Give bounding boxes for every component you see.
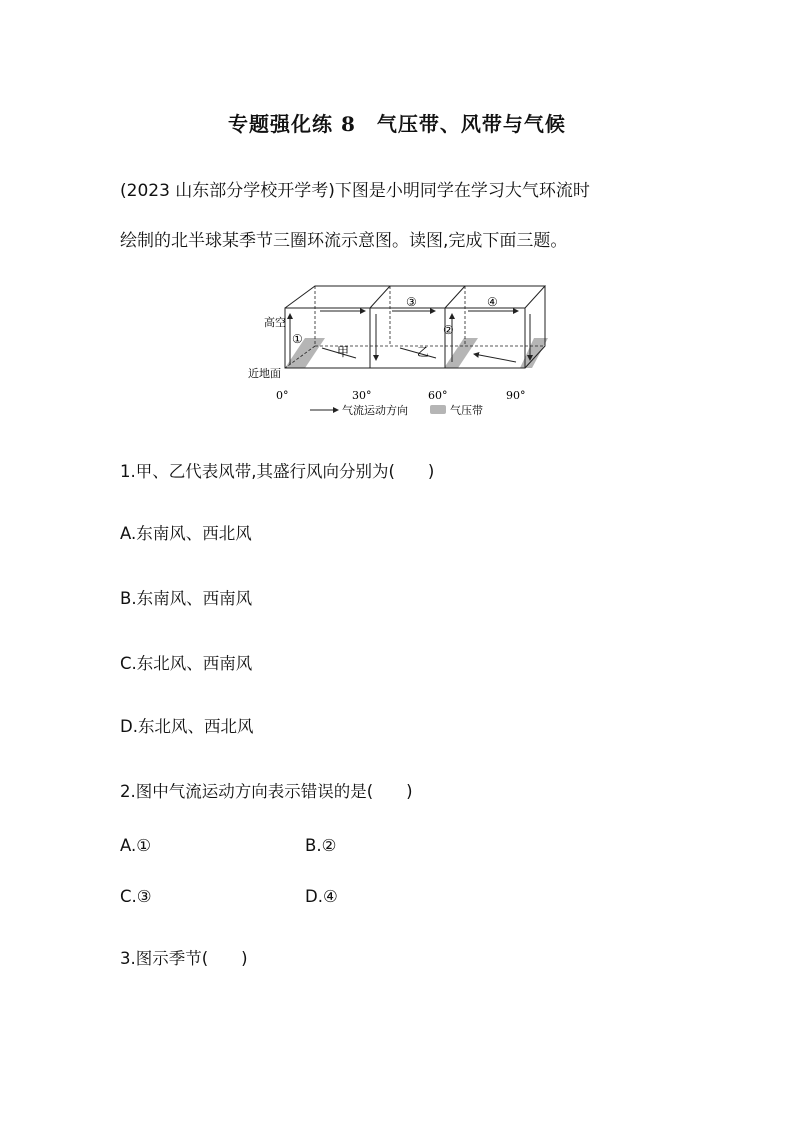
page-title: 专题强化练 8 气压带、风带与气候 — [228, 112, 566, 136]
label-60deg: 60° — [428, 389, 448, 402]
label-yi: 乙 — [417, 345, 430, 359]
label-high: 高空 — [264, 316, 286, 329]
q2-option-a[interactable]: A.① — [120, 836, 152, 855]
label-30deg: 30° — [352, 389, 372, 402]
legend-flow-label: 气流运动方向 — [342, 404, 408, 417]
q2-option-b[interactable]: B.② — [305, 836, 337, 855]
question-3-stem: 3.图示季节( ) — [120, 949, 248, 968]
label-circle-4: ④ — [487, 295, 498, 309]
q2-option-d[interactable]: D.④ — [305, 887, 338, 906]
legend-belt-swatch — [430, 405, 446, 414]
label-0deg: 0° — [276, 389, 289, 402]
question-1-stem: 1.甲、乙代表风带,其盛行风向分别为( ) — [120, 462, 435, 481]
label-ground: 近地面 — [248, 367, 281, 380]
q1-option-d[interactable]: D.东北风、西北风 — [120, 717, 254, 736]
q2-option-c[interactable]: C.③ — [120, 887, 152, 906]
intro-line-1: (2023 山东部分学校开学考)下图是小明同学在学习大气环流时 — [120, 181, 590, 201]
label-jia: 甲 — [337, 345, 350, 359]
q1-option-a[interactable]: A.东南风、西北风 — [120, 524, 252, 543]
pressure-belt-60 — [444, 338, 478, 368]
arrow-surface-polar — [474, 354, 516, 362]
q1-option-b[interactable]: B.东南风、西南风 — [120, 589, 253, 608]
pressure-belt-90 — [520, 338, 548, 368]
legend-belt-label: 气压带 — [450, 404, 483, 417]
q1-option-c[interactable]: C.东北风、西南风 — [120, 654, 253, 673]
label-circle-1: ① — [292, 332, 303, 346]
intro-line-2: 绘制的北半球某季节三圈环流示意图。读图,完成下面三题。 — [120, 231, 568, 251]
circulation-diagram — [240, 278, 560, 424]
label-90deg: 90° — [506, 389, 526, 402]
label-circle-3: ③ — [406, 295, 417, 309]
question-2-stem: 2.图中气流运动方向表示错误的是( ) — [120, 782, 413, 801]
label-circle-2: ② — [443, 323, 454, 337]
